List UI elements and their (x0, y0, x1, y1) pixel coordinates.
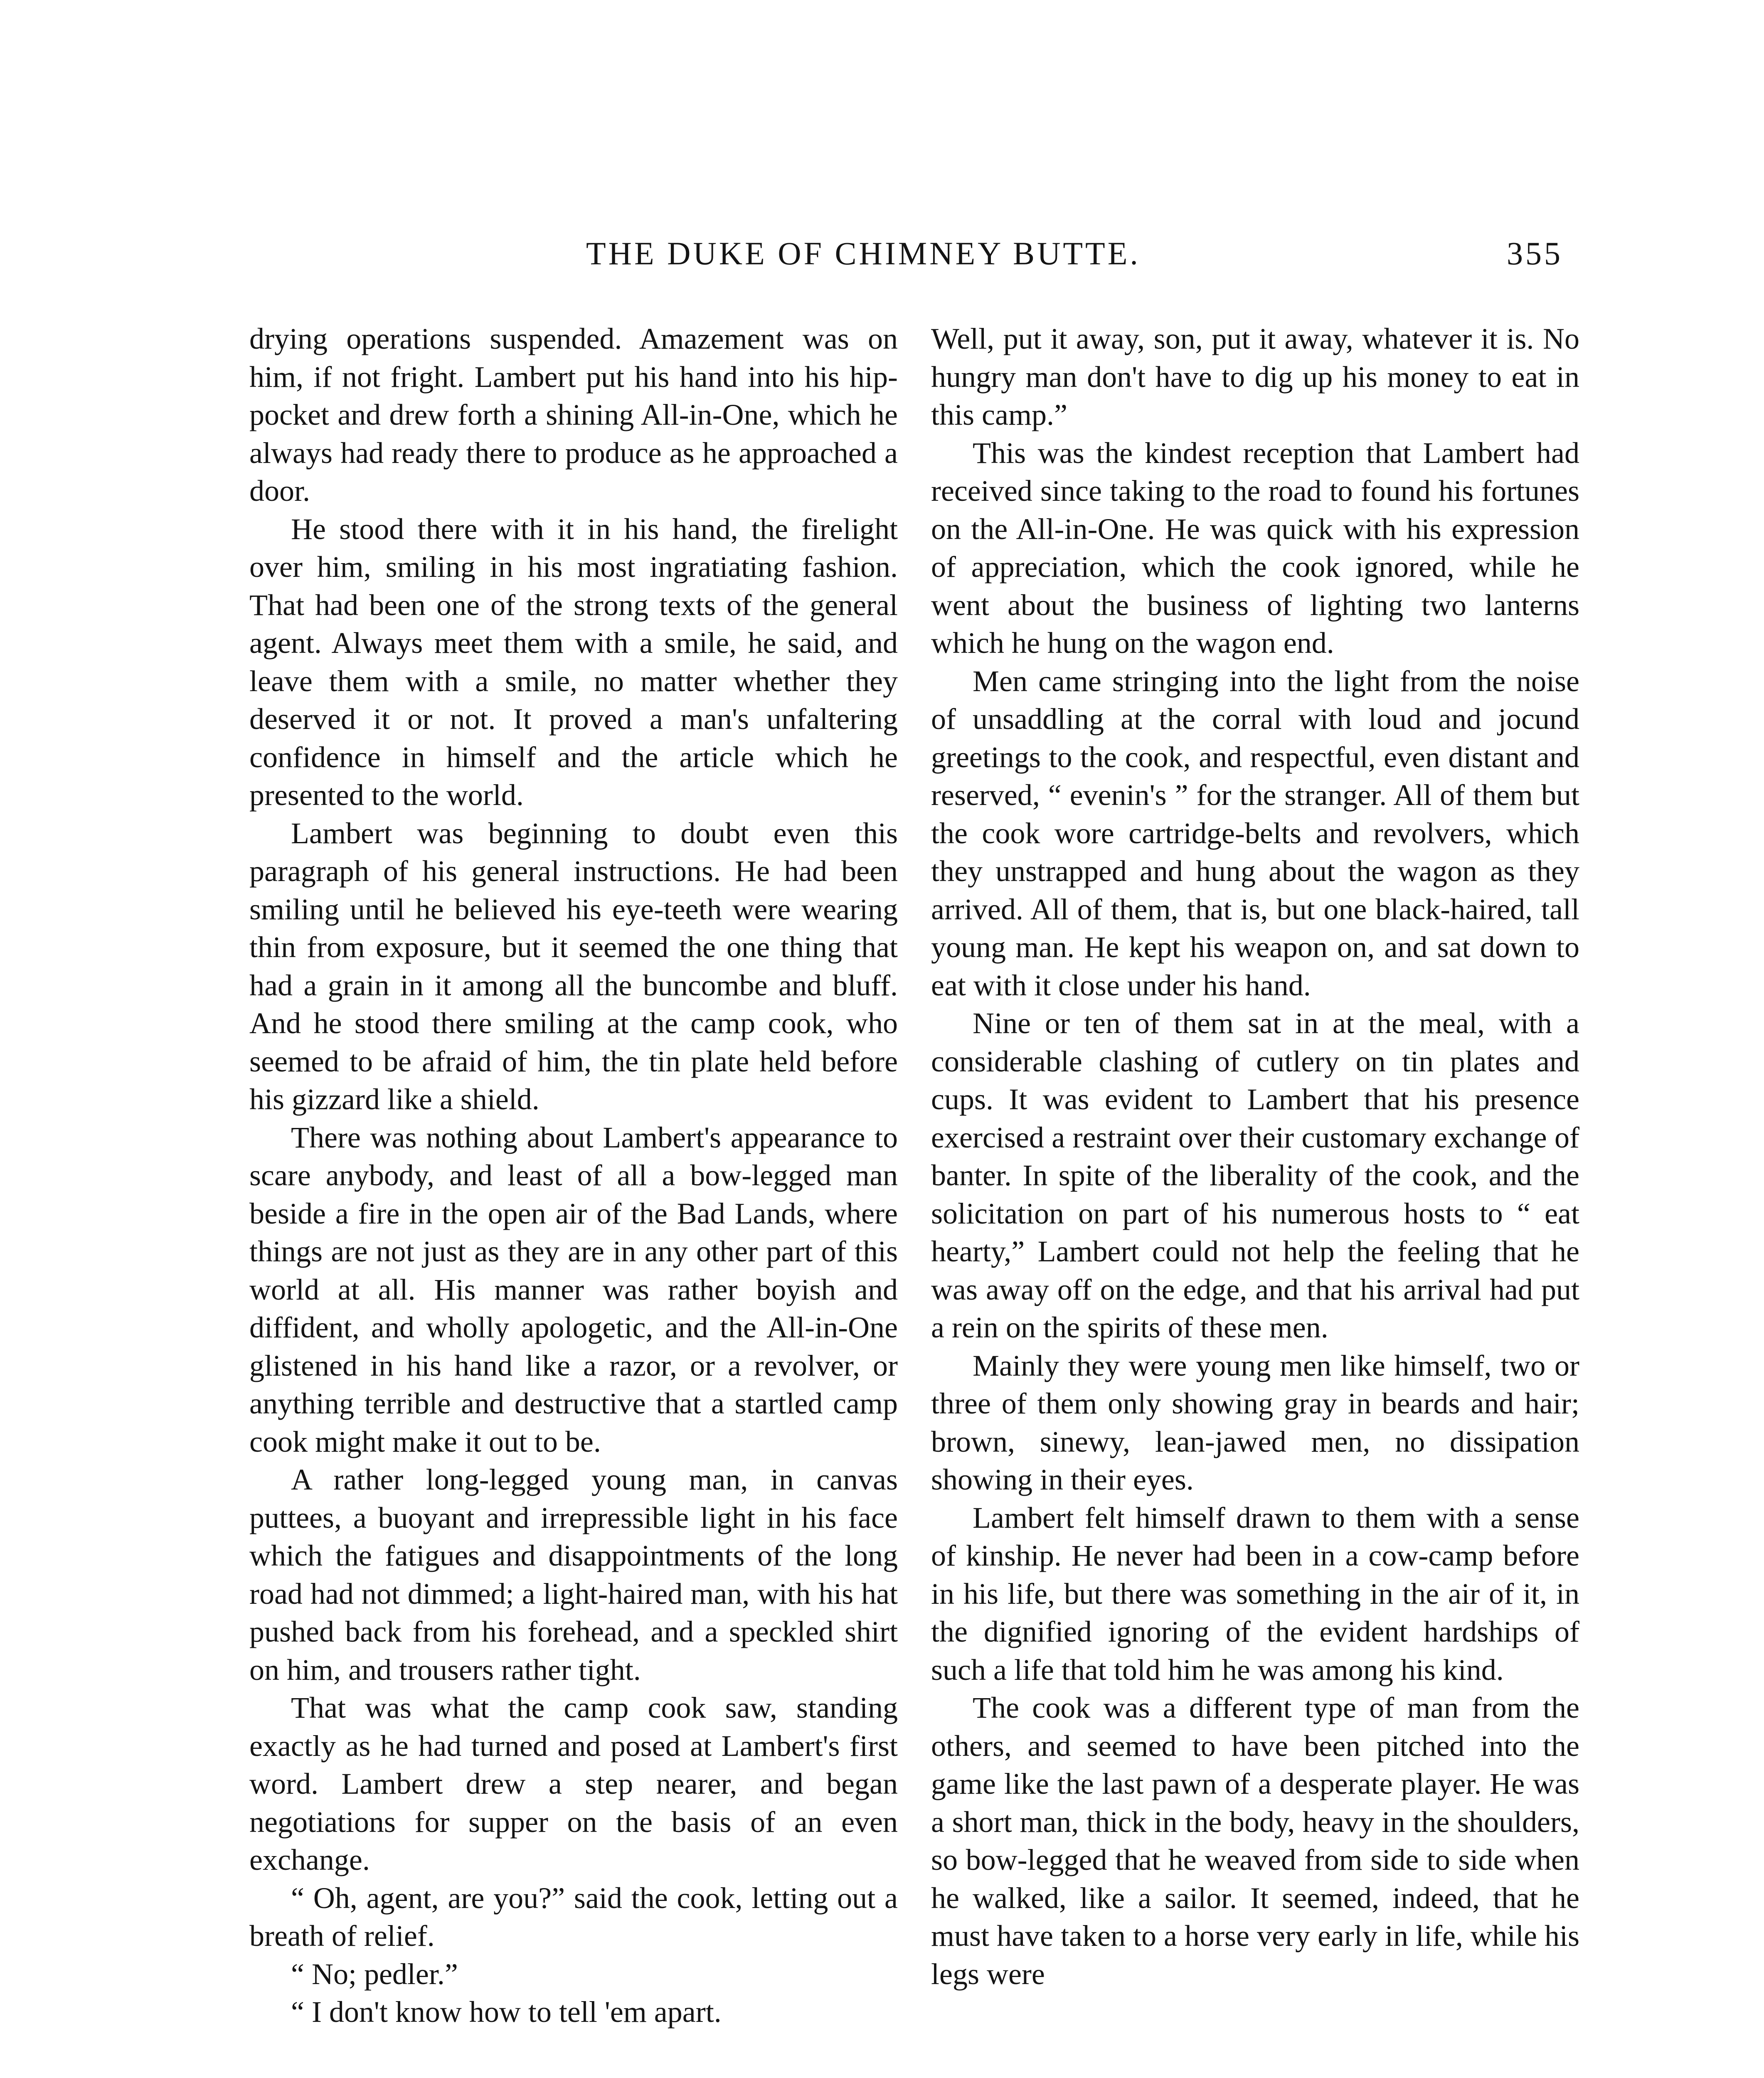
paragraph: There was nothing about Lambert's appearance to scare anybody, and least of all a bow-legged man beside a fire in the open air of the Bad Lands, where things are not just as they are in any other part of this world at all. His manner was rather boyish and diffident, and wholly apologetic, and the All-in-One glistened in his hand like a razor, or a revolver, or anything terrible and destructive that a startled camp cook might make it out to be. (249, 1120, 898, 1458)
running-title: THE DUKE OF CHIMNEY BUTTE. (586, 235, 1141, 271)
page-number: 355 (1507, 235, 1563, 271)
paragraph: Mainly they were young men like himself, two or three of them only showing gray in beards and hair; brown, sinewy, lean-jawed men, no dissipation showing in their eyes. (931, 1349, 1579, 1496)
paragraph: The cook was a different type of man from the others, and seemed to have been pitched into the game like the last pawn of a desperate player. He was a short man, thick in the body, heavy in the shoulders, so bow-legged that he weaved from side to side when he walked, like a sailor. It seemed, indeed, that he must have taken to a horse very early in life, while his legs were (931, 1691, 1579, 1991)
right-column (931, 320, 1579, 1993)
paragraph: “ I don't know how to tell 'em apart. (291, 1995, 722, 2029)
paragraph: Well, put it away, son, put it away, whatever it is. No hungry man don't have to dig up his money to eat in this camp.” (931, 322, 1579, 431)
left-column (249, 320, 898, 2031)
paragraph: This was the kindest reception that Lambert had received since taking to the road to found his fortunes on the All-in-One. He was quick with his expression of appreciation, which the cook ignored, while he went about the business of lighting two lanterns which he hung on the wagon end. (931, 436, 1579, 660)
paragraph: Lambert felt himself drawn to them with a sense of kinship. He never had been in a cow-camp before in his life, but there was something in the air of it, in the dignified ignoring of the evident hardships of such a life that told him he was among his kind. (931, 1501, 1579, 1687)
running-head (586, 235, 1563, 289)
paragraph: “ No; pedler.” (291, 1957, 458, 1991)
paragraph: drying operations suspended. Amazement was on him, if not fright. Lambert put his hand into his hip-pocket and drew forth a shining All-in-One, which he always had ready there to produce as he approached a door. (249, 322, 898, 507)
paragraph: Nine or ten of them sat in at the meal, with a considerable clashing of cutlery on tin plates and cups. It was evident to Lambert that his presence exercised a restraint over their customary exchange of banter. In spite of the liberality of the cook, and the solicitation on part of his numerous hosts to “ eat hearty,” Lambert could not help the feeling that he was away off on the edge, and that his arrival had put a rein on the spirits of these men. (931, 1007, 1579, 1344)
paragraph: A rather long-legged young man, in canvas puttees, a buoyant and irrepressible light in his face which the fatigues and disappointments of the long road had not dimmed; a light-haired man, with his hat pushed back from his forehead, and a speckled shirt on him, and trousers rather tight. (249, 1463, 898, 1687)
paragraph: Men came stringing into the light from the noise of unsaddling at the corral with loud and jocund greetings to the cook, and respectful, even distant and reserved, “ evenin's ” for the stranger. All of them but the cook wore cartridge-belts and revolvers, which they unstrapped and hung about the wagon as they arrived. All of them, that is, but one black-haired, tall young man. He kept his weapon on, and sat down to eat with it close under his hand. (931, 664, 1579, 1002)
paragraph: That was what the camp cook saw, standing exactly as he had turned and posed at Lambert's first word. Lambert drew a step nearer, and began negotiations for supper on the basis of an even exchange. (249, 1691, 898, 1876)
paragraph: Lambert was beginning to doubt even this paragraph of his general instructions. He had been smiling until he believed his eye-teeth were wearing thin from exposure, but it seemed the one thing that had a grain in it among all the buncombe and bluff. And he stood there smiling at the camp cook, who seemed to be afraid of him, the tin plate held before his gizzard like a shield. (249, 816, 898, 1116)
paragraph: “ Oh, agent, are you?” said the cook, letting out a breath of relief. (249, 1881, 898, 1952)
paragraph: He stood there with it in his hand, the firelight over him, smiling in his most ingratiating fashion. That had been one of the strong texts of the general agent. Always meet them with a smile, he said, and leave them with a smile, no matter whether they deserved it or not. It proved a man's unfaltering confidence in himself and the article which he presented to the world. (249, 512, 898, 812)
